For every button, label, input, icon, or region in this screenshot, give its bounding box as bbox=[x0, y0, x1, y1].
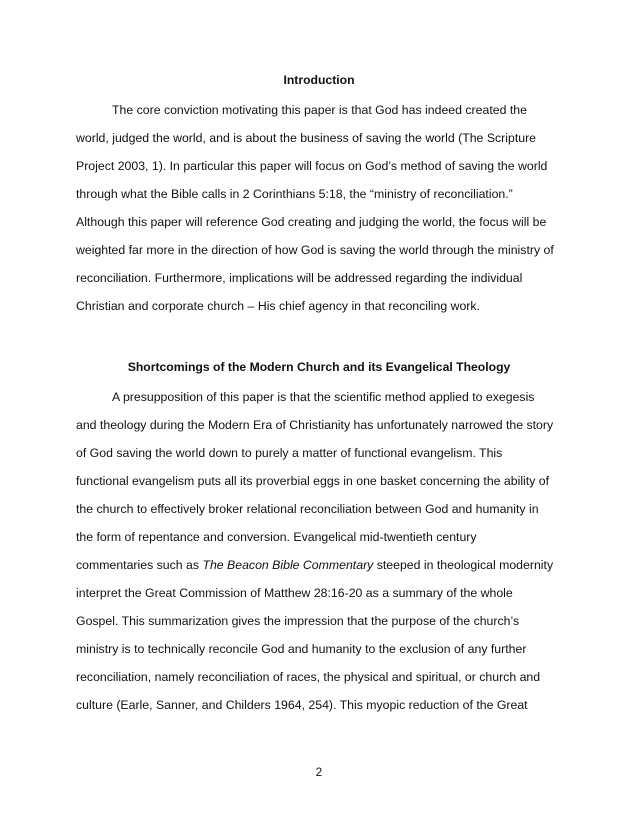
paragraph-line: world, judged the world, and is about the business of saving the world (The Scripture bbox=[76, 131, 537, 145]
paragraph-line: interpret the Great Commission of Matthew 28:16-20 as a summary of the whole bbox=[76, 586, 513, 600]
paragraph-line: of God saving the world down to purely a matter of functional evangelism. This bbox=[76, 446, 503, 460]
paragraph-line: the form of repentance and conversion. Evangelical mid-twentieth century bbox=[76, 530, 477, 544]
paragraph-line: ministry is to technically reconcile God and humanity to the exclusion of any further bbox=[76, 642, 527, 656]
page-number: 2 bbox=[315, 767, 323, 779]
paragraph-line: through what the Bible calls in 2 Corinthians 5:18, the “ministry of reconciliation.” bbox=[76, 187, 513, 201]
commentary-title: The Beacon Bible Commentary bbox=[202, 558, 374, 572]
paragraph-line: Project 2003, 1). In particular this paper will focus on God’s method of saving the world bbox=[76, 159, 548, 173]
paragraph-line: Christian and corporate church – His chief agency in that reconciling work. bbox=[76, 299, 480, 313]
text-after-title: steeped in theological modernity bbox=[373, 558, 554, 572]
paragraph-line: reconciliation, namely reconciliation of races, the physical and spiritual, or church and bbox=[76, 670, 541, 684]
introduction-heading: Introduction bbox=[283, 73, 355, 87]
paragraph-line: The core conviction motivating this paper is that God has indeed created the bbox=[112, 103, 527, 117]
paragraph-line: Although this paper will reference God creating and judging the world, the focus will be bbox=[76, 215, 547, 229]
paragraph-line: A presupposition of this paper is that the scientific method applied to exegesis bbox=[112, 390, 535, 404]
paragraph-line: functional evangelism puts all its proverbial eggs in one basket concerning the ability of bbox=[76, 474, 550, 488]
text-before-title: commentaries such as bbox=[76, 558, 203, 572]
paragraph-line: culture (Earle, Sanner, and Childers 1964, 254). This myopic reduction of the Great bbox=[76, 698, 528, 712]
paragraph-line: weighted far more in the direction of how God is saving the world through the ministry of bbox=[76, 243, 554, 257]
paragraph-line: Gospel. This summarization gives the impression that the purpose of the church’s bbox=[76, 614, 520, 628]
paragraph-line: the church to effectively broker relational reconciliation between God and humanity in bbox=[76, 502, 539, 516]
paragraph-line: reconciliation. Furthermore, implications will be addressed regarding the individual bbox=[76, 271, 523, 285]
paragraph-line-with-title bbox=[76, 557, 553, 573]
paragraph-line: and theology during the Modern Era of Christianity has unfortunately narrowed the story bbox=[76, 418, 554, 432]
shortcomings-heading: Shortcomings of the Modern Church and its Evangelical Theology bbox=[127, 360, 511, 374]
